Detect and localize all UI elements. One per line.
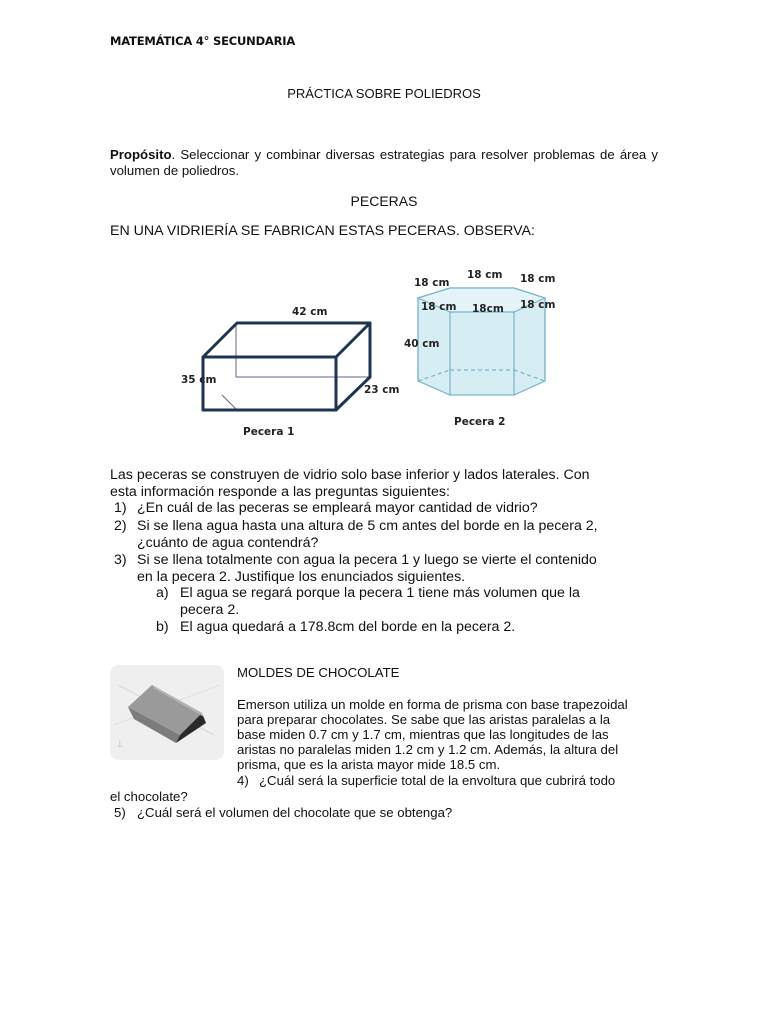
section-title-peceras: PECERAS [350,193,418,209]
pecera-1-drawing [203,323,370,410]
pecera-2-front-right-label: 18 cm [520,299,556,311]
question-1-text: ¿En cuál de las peceras se empleará mayor cantidad de vidrio? [137,500,538,516]
chocolate-line-5: prisma, que es la arista mayor mide 18.5 cm. [237,757,501,772]
question-2-number: 2) [114,518,127,534]
subitem-b-text: El agua quedará a 178.8cm del borde en la pecera 2. [180,619,516,635]
question-4-text-line-1: ¿Cuál será la superficie total de la envoltura que cubrirá todo [259,773,616,788]
pecera-1-length-label: 42 cm [292,306,328,318]
course-header: MATEMÁTICA 4° SECUNDARIA [110,34,296,48]
pecera-1-depth-label: 23 cm [364,384,400,396]
chocolate-line-4: aristas no paralelas miden 1.2 cm y 1.2 cm. Además, la altura del [237,742,619,757]
axis-mark: ⊥ [116,739,124,749]
pecera-1-caption: Pecera 1 [243,426,295,438]
pecera-2-top-right-label: 18 cm [520,273,556,285]
chocolate-prism-drawing [110,665,224,760]
question-3-text-line-1: Si se llena totalmente con agua la pecera 1 y luego se vierte el contenido [137,552,597,568]
purpose-label: Propósito [110,147,172,162]
fish-tanks-diagram [0,255,768,445]
chocolate-section-title: MOLDES DE CHOCOLATE [237,665,400,680]
chocolate-prism-image [110,665,224,760]
fish-tanks-figure [0,255,768,445]
question-4-text-line-2: el chocolate? [110,789,188,804]
subitem-a-text-line-1: El agua se regará porque la pecera 1 tiene más volumen que la [180,585,580,601]
question-4-number: 4) [237,773,249,788]
subitem-a-text-line-2: pecera 2. [180,602,240,618]
statement-line-1: Las peceras se construyen de vidrio solo base inferior y lados laterales. Con [110,467,590,483]
purpose-paragraph [110,147,658,179]
subitem-a-letter: a) [156,585,169,601]
chocolate-line-3: base miden 0.7 cm y 1.7 cm, mientras que las longitudes de las [237,727,609,742]
question-2-text-line-1: Si se llena agua hasta una altura de 5 cm antes del borde en la pecera 2, [137,518,598,534]
question-1-number: 1) [114,500,127,516]
chocolate-line-2: para preparar chocolates. Se sabe que las aristas paralelas a la [237,712,611,727]
question-3-text-line-2: en la pecera 2. Justifique los enunciados siguientes. [137,569,466,585]
chocolate-line-1: Emerson utiliza un molde en forma de prisma con base trapezoidal [237,697,628,712]
question-2-text-line-2: ¿cuánto de agua contendrá? [137,535,319,551]
pecera-2-front-left-label: 18 cm [421,301,457,313]
question-3-number: 3) [114,552,127,568]
page-title: PRÁCTICA SOBRE POLIEDROS [287,86,481,101]
pecera-2-front-middle-label: 18cm [472,303,504,315]
question-5-text: ¿Cuál será el volumen del chocolate que se obtenga? [137,805,453,820]
subitem-b-letter: b) [156,619,169,635]
pecera-1-height-label: 35 cm [181,374,217,386]
purpose-text: . Seleccionar y combinar diversas estrategias para resolver problemas de área y volumen de poliedros. [110,147,658,178]
section-intro: EN UNA VIDRIERÍA SE FABRICAN ESTAS PECERAS. OBSERVA: [110,223,535,239]
pecera-2-top-middle-label: 18 cm [467,269,503,281]
pecera-2-height-label: 40 cm [404,338,440,350]
statement-line-2: esta información responde a las preguntas siguientes: [110,484,450,500]
pecera-2-caption: Pecera 2 [454,416,506,428]
pecera-2-top-left-label: 18 cm [414,277,450,289]
question-5-number: 5) [114,805,126,820]
